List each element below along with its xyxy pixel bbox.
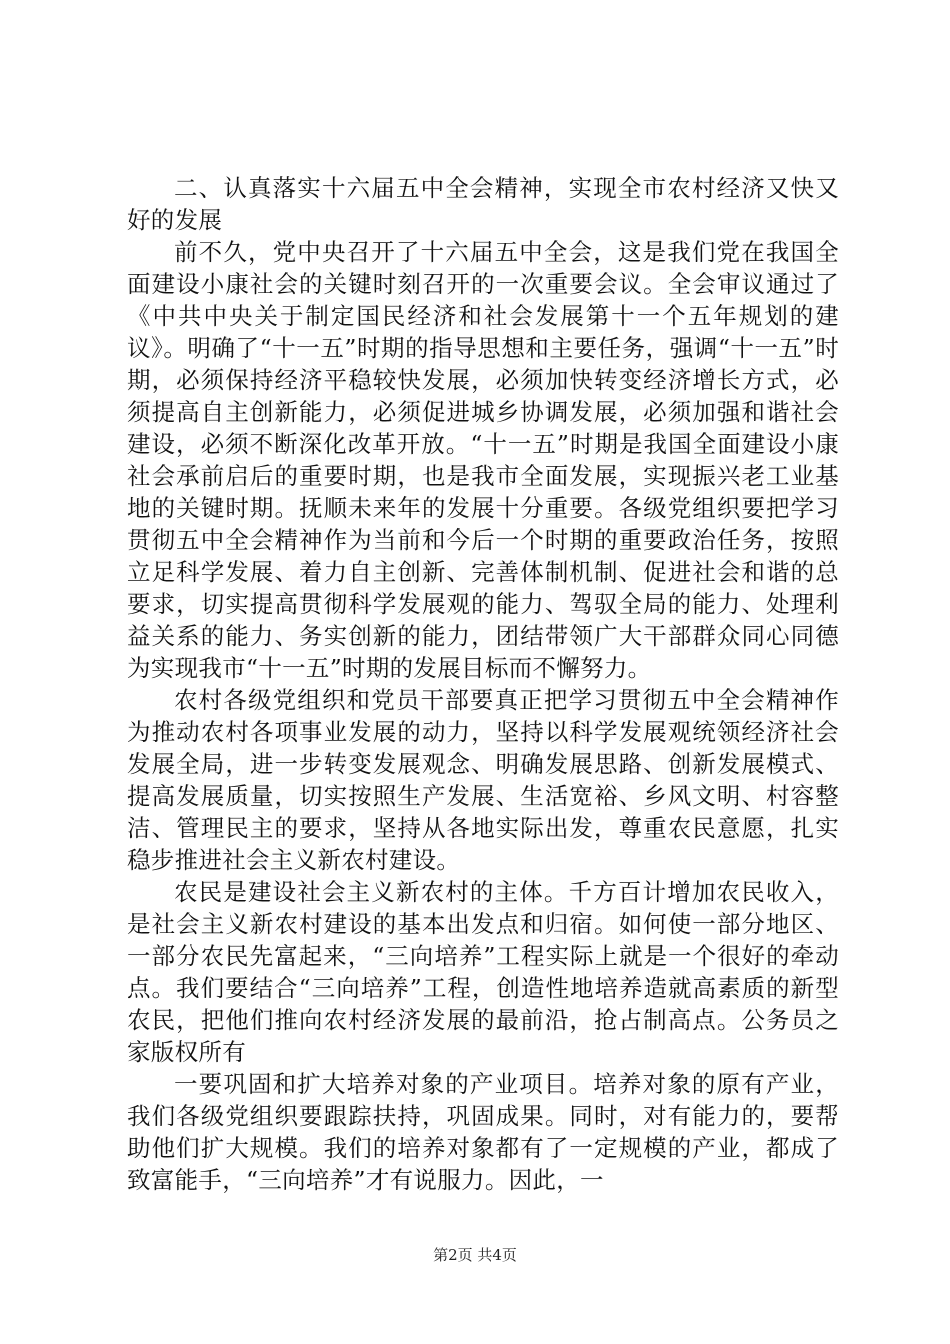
document-body [127,172,839,1196]
body-paragraph: 农村各级党组织和党员干部要真正把学习贯彻五中全会精神作为推动农村各项事业发展的动力，坚持以科学发展观统领经济社会发展全局，进一步转变发展观念、明确发展思路、创新发展模式、提高发展质量，切实按照生产发展、生活宽裕、乡风文明、村容整洁、管理民主的要求，坚持从各地实际出发，尊重农民意愿，扎实稳步推进社会主义新农村建设。 [127,686,839,874]
page-footer: 第2页 共4页 [433,1246,517,1264]
body-paragraph: 前不久，党中央召开了十六届五中全会，这是我们党在我国全面建设小康社会的关键时刻召开的一次重要会议。全会审议通过了《中共中央关于制定国民经济和社会发展第十一个五年规划的建议》。明确了“十一五”时期的指导思想和主要任务，强调“十一五”时期，必须保持经济平稳较快发展，必须加快转变经济增长方式，必须提高自主创新能力，必须促进城乡协调发展，必须加强和谐社会建设，必须不断深化改革开放。“十一五”时期是我国全面建设小康社会承前启后的重要时期，也是我市全面发展，实现振兴老工业基地的关键时期。抚顺未来年的发展十分重要。各级党组织要把学习贯彻五中全会精神作为当前和今后一个时期的重要政治任务，按照立足科学发展、着力自主创新、完善体制机制、促进社会和谐的总要求，切实提高贯彻科学发展观的能力、驾驭全局的能力、处理利益关系的能力、务实创新的能力，团结带领广大干部群众同心同德为实现我市“十一五”时期的发展目标而不懈努力。 [127,238,839,682]
section-heading: 二、认真落实十六届五中全会精神，实现全市农村经济又快又好的发展 [127,174,839,234]
body-paragraph: 一要巩固和扩大培养对象的产业项目。培养对象的原有产业，我们各级党组织要跟踪扶持，巩固成果。同时，对有能力的，要帮助他们扩大规模。我们的培养对象都有了一定规模的产业，都成了致富能手，“三向培养”才有说服力。因此，一 [127,1070,839,1194]
body-paragraph: 农民是建设社会主义新农村的主体。千方百计增加农民收入，是社会主义新农村建设的基本出发点和归宿。如何使一部分地区、一部分农民先富起来，“三向培养”工程实际上就是一个很好的牵动点。我们要结合“三向培养”工程，创造性地培养造就高素质的新型农民，把他们推向农村经济发展的最前沿，抢占制高点。公务员之家版权所有 [127,878,839,1066]
